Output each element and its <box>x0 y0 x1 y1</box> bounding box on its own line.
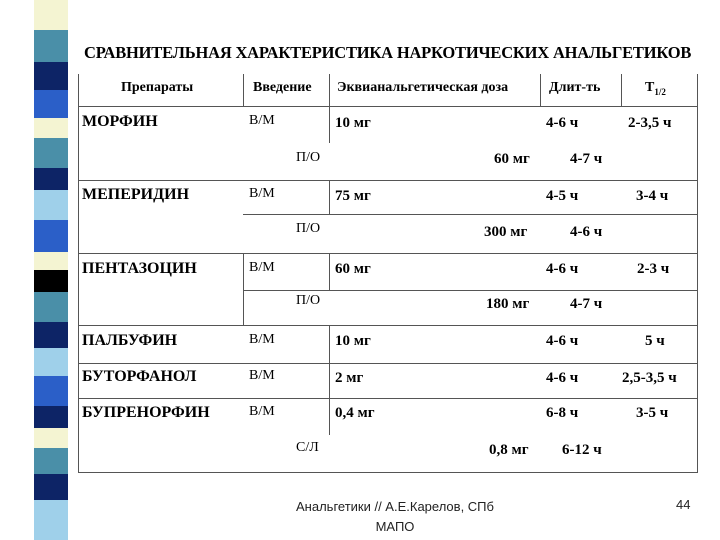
cell-half-life: 5 ч <box>645 333 665 349</box>
row-divider <box>78 325 698 326</box>
header-divider <box>78 106 698 107</box>
footer-line-2: МАПО <box>375 519 415 534</box>
cell-dose: 180 мг <box>486 296 530 312</box>
cell-half-life: 2-3,5 ч <box>628 115 672 131</box>
cell-duration: 4-7 ч <box>570 151 603 167</box>
stripe-block <box>34 30 68 62</box>
dose-divider <box>329 399 330 435</box>
header-route: Введение <box>253 80 312 95</box>
cell-route: П/О <box>296 221 321 236</box>
header-half-life: $T_{1/2}$ <box>645 80 666 97</box>
row-divider <box>78 180 698 181</box>
cell-route: П/О <box>296 293 321 308</box>
dose-divider <box>329 326 330 364</box>
cell-dose: 2 мг <box>335 370 364 386</box>
header-duration: Длит-ть <box>549 80 601 95</box>
footer-citation <box>265 497 525 537</box>
cell-drug: БУПРЕНОРФИН <box>82 404 210 421</box>
stripe-block <box>34 90 68 118</box>
cell-route: В/М <box>249 113 275 128</box>
row-divider <box>78 253 698 254</box>
stripe-block <box>34 270 68 292</box>
stripe-block <box>34 474 68 500</box>
stripe-block <box>34 500 68 540</box>
header-col-divider-3 <box>540 74 541 107</box>
cell-duration: 4-6 ч <box>546 261 579 277</box>
dose-divider <box>329 364 330 399</box>
dose-divider <box>329 181 330 215</box>
stripe-block <box>34 0 68 30</box>
cell-drug: МЕПЕРИДИН <box>82 186 190 203</box>
cell-dose: 0,4 мг <box>335 405 375 421</box>
stripe-block <box>34 322 68 348</box>
stripe-block <box>34 190 68 220</box>
cell-drug: ПАЛБУФИН <box>82 332 178 349</box>
cell-dose: 75 мг <box>335 188 371 204</box>
cell-drug: БУТОРФАНОЛ <box>82 368 197 385</box>
cell-half-life: 3-5 ч <box>636 405 669 421</box>
footer-line-1: Анальгетики // А.Е.Карелов, СПб <box>296 499 494 514</box>
stripe-block <box>34 292 68 322</box>
cell-half-life: 3-4 ч <box>636 188 669 204</box>
dose-divider <box>329 107 330 143</box>
cell-duration: 4-7 ч <box>570 296 603 312</box>
stripe-block <box>34 252 68 270</box>
cell-route: В/М <box>249 260 275 275</box>
cell-duration: 6-12 ч <box>562 442 602 458</box>
cell-route: В/М <box>249 186 275 201</box>
row-divider <box>243 214 698 215</box>
stripe-block <box>34 428 68 448</box>
cell-duration: 6-8 ч <box>546 405 579 421</box>
stripe-block <box>34 448 68 474</box>
header-drugs: Препараты <box>121 80 194 95</box>
decorative-stripe <box>0 0 68 540</box>
cell-dose: 60 мг <box>494 151 530 167</box>
row-divider <box>78 363 698 364</box>
table-border-right <box>697 74 698 472</box>
cell-half-life: 2,5-3,5 ч <box>622 370 677 386</box>
cell-dose: 60 мг <box>335 261 371 277</box>
stripe-block <box>34 62 68 90</box>
row-divider <box>78 398 698 399</box>
stripe-block <box>34 118 68 138</box>
cell-duration: 4-6 ч <box>570 224 603 240</box>
cell-route: В/М <box>249 332 275 347</box>
cell-duration: 4-5 ч <box>546 188 579 204</box>
page-title: СРАВНИТЕЛЬНАЯ ХАРАКТЕРИСТИКА НАРКОТИЧЕСКИХ АНАЛЬГЕТИКОВ <box>84 43 692 62</box>
cell-dose: 10 мг <box>335 333 371 349</box>
cell-route: В/М <box>249 404 275 419</box>
cell-duration: 4-6 ч <box>546 115 579 131</box>
cell-half-life: 2-3 ч <box>637 261 670 277</box>
cell-dose: 300 мг <box>484 224 528 240</box>
cell-route: С/Л <box>296 440 319 455</box>
cell-drug: МОРФИН <box>82 113 158 130</box>
dose-divider <box>329 254 330 291</box>
header-dose: Эквианальгетическая доза <box>337 80 509 95</box>
header-col-divider-4 <box>621 74 622 107</box>
stripe-block <box>34 138 68 168</box>
row-divider <box>243 290 698 291</box>
cell-drug: ПЕНТАЗОЦИН <box>82 260 197 277</box>
table-border-left <box>78 74 79 472</box>
stripe-block <box>34 220 68 252</box>
page-number: 44 <box>676 497 691 512</box>
cell-dose: 0,8 мг <box>489 442 529 458</box>
stripe-block <box>34 168 68 190</box>
route-divider <box>243 291 244 326</box>
stripe-block <box>34 348 68 376</box>
cell-duration: 4-6 ч <box>546 333 579 349</box>
cell-route: П/О <box>296 150 321 165</box>
cell-dose: 10 мг <box>335 115 371 131</box>
stripe-block <box>34 376 68 406</box>
header-col-divider-1 <box>243 74 244 107</box>
route-divider <box>243 254 244 291</box>
cell-duration: 4-6 ч <box>546 370 579 386</box>
header-col-divider-2 <box>329 74 330 107</box>
cell-route: В/М <box>249 368 275 383</box>
stripe-block <box>34 406 68 428</box>
table-border-bottom <box>78 472 698 473</box>
